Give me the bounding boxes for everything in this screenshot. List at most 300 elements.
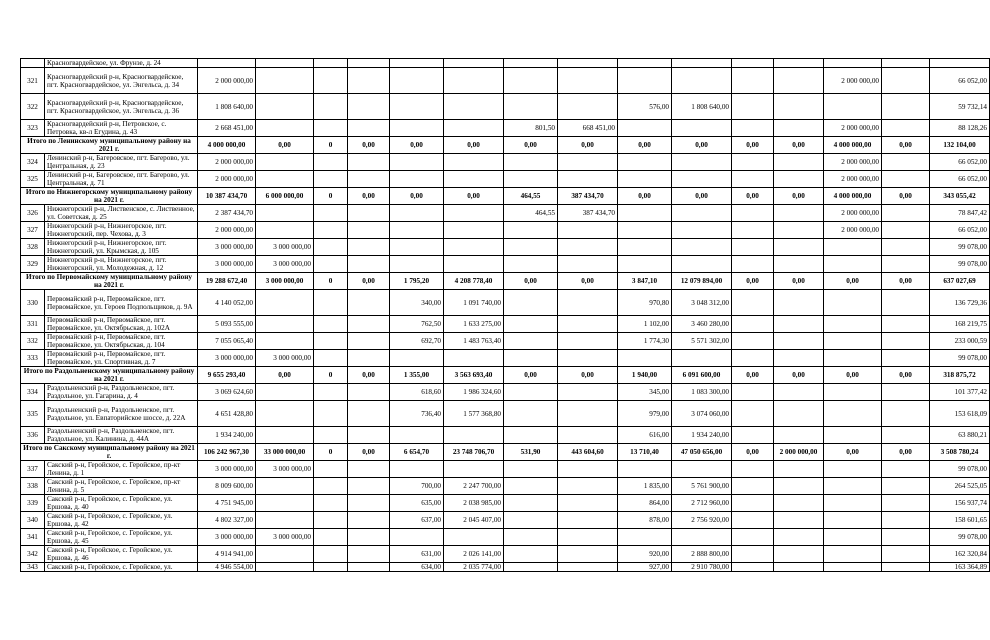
table-body: [21, 59, 990, 572]
value-cell: [558, 94, 618, 120]
value-cell: 3 563 693,40: [444, 367, 504, 384]
value-cell: [504, 563, 558, 572]
value-cell: 4 651 428,80: [198, 401, 256, 427]
value-cell: [774, 171, 824, 188]
value-cell: [882, 171, 930, 188]
value-cell: [504, 512, 558, 529]
value-cell: [314, 401, 348, 427]
value-cell: [348, 512, 390, 529]
value-cell: [444, 239, 504, 256]
value-cell: [256, 94, 314, 120]
value-cell: 0,00: [774, 367, 824, 384]
value-cell: [558, 384, 618, 401]
value-cell: 0,00: [256, 367, 314, 384]
value-cell: 66 052,00: [930, 68, 990, 94]
value-cell: 6 000 000,00: [256, 188, 314, 205]
value-cell: [824, 529, 882, 546]
value-cell: 1 934 240,00: [198, 427, 256, 444]
value-cell: 2 756 920,00: [672, 512, 732, 529]
value-cell: 340,00: [390, 290, 444, 316]
value-cell: [504, 316, 558, 333]
value-cell: [390, 256, 444, 273]
value-cell: [348, 256, 390, 273]
value-cell: [732, 154, 774, 171]
value-cell: [348, 427, 390, 444]
row-number: 323: [21, 120, 45, 137]
value-cell: 0,00: [774, 273, 824, 290]
value-cell: [824, 384, 882, 401]
value-cell: [504, 546, 558, 563]
value-cell: 4 140 052,00: [198, 290, 256, 316]
value-cell: [672, 222, 732, 239]
row-number: 326: [21, 205, 45, 222]
address-cell: Раздольненский р-н, Раздольненское, пгт. Раздольное, ул. Евпаторийское шоссе, д. 22А: [45, 401, 198, 427]
value-cell: 2 038 985,00: [444, 495, 504, 512]
address-cell: Красногвардейский р-н, Петровское, с. Петровка, кв-л Егудина, д. 43: [45, 120, 198, 137]
value-cell: [444, 205, 504, 222]
table-row: [21, 290, 990, 316]
value-cell: [774, 384, 824, 401]
value-cell: 531,90: [504, 444, 558, 461]
value-cell: [314, 239, 348, 256]
value-cell: 0,00: [774, 137, 824, 154]
value-cell: [824, 546, 882, 563]
value-cell: [314, 563, 348, 572]
value-cell: 1 795,20: [390, 273, 444, 290]
value-cell: 0,00: [882, 137, 930, 154]
value-cell: 1 083 300,00: [672, 384, 732, 401]
value-cell: 0,00: [824, 273, 882, 290]
table-row: [21, 350, 990, 367]
value-cell: 464,55: [504, 205, 558, 222]
value-cell: [390, 120, 444, 137]
value-cell: 0,00: [348, 273, 390, 290]
value-cell: 162 320,84: [930, 546, 990, 563]
value-cell: [348, 495, 390, 512]
value-cell: [732, 461, 774, 478]
value-cell: [444, 529, 504, 546]
value-cell: [256, 59, 314, 68]
value-cell: [774, 401, 824, 427]
value-cell: [558, 68, 618, 94]
value-cell: [348, 546, 390, 563]
value-cell: [882, 495, 930, 512]
value-cell: [256, 546, 314, 563]
address-cell: Ленинский р-н, Багеровское, пгт. Багерово, ул. Центральная, д. 71: [45, 171, 198, 188]
value-cell: [314, 120, 348, 137]
value-cell: [444, 350, 504, 367]
value-cell: [824, 495, 882, 512]
value-cell: [882, 529, 930, 546]
value-cell: [618, 461, 672, 478]
value-cell: 2 387 434,70: [198, 205, 256, 222]
value-cell: [558, 495, 618, 512]
value-cell: [558, 222, 618, 239]
value-cell: 0,00: [882, 367, 930, 384]
value-cell: 1 940,00: [618, 367, 672, 384]
value-cell: 5 571 302,00: [672, 333, 732, 350]
value-cell: [314, 290, 348, 316]
value-cell: 443 604,60: [558, 444, 618, 461]
value-cell: [504, 427, 558, 444]
value-cell: [672, 68, 732, 94]
value-cell: 0: [314, 367, 348, 384]
value-cell: [672, 256, 732, 273]
value-cell: 979,00: [618, 401, 672, 427]
value-cell: [824, 401, 882, 427]
value-cell: 19 288 672,40: [198, 273, 256, 290]
row-number: 331: [21, 316, 45, 333]
value-cell: 0,00: [558, 273, 618, 290]
value-cell: 8 009 600,00: [198, 478, 256, 495]
table-row: [21, 478, 990, 495]
value-cell: [504, 94, 558, 120]
value-cell: [732, 205, 774, 222]
value-cell: [732, 59, 774, 68]
value-cell: [882, 154, 930, 171]
value-cell: [618, 68, 672, 94]
value-cell: 343 055,42: [930, 188, 990, 205]
value-cell: [774, 427, 824, 444]
table-row: [21, 529, 990, 546]
table-row: [21, 401, 990, 427]
value-cell: 168 219,75: [930, 316, 990, 333]
value-cell: [390, 205, 444, 222]
value-cell: 864,00: [618, 495, 672, 512]
value-cell: [444, 256, 504, 273]
value-cell: [256, 495, 314, 512]
value-cell: [824, 59, 882, 68]
value-cell: 66 052,00: [930, 222, 990, 239]
value-cell: [504, 350, 558, 367]
value-cell: [558, 59, 618, 68]
address-cell: Первомайский р-н, Первомайское, пгт. Первомайское, ул. Героев Подпольщиков, д. 9А: [45, 290, 198, 316]
value-cell: 0: [314, 444, 348, 461]
address-cell: Сакский р-н, Геройское, с. Геройское, ул. Ершова, д. 45: [45, 529, 198, 546]
value-cell: [314, 59, 348, 68]
value-cell: [390, 154, 444, 171]
value-cell: 0,00: [732, 444, 774, 461]
row-number: 336: [21, 427, 45, 444]
value-cell: [444, 427, 504, 444]
value-cell: [390, 350, 444, 367]
value-cell: 1 091 740,00: [444, 290, 504, 316]
value-cell: [618, 350, 672, 367]
value-cell: 153 618,09: [930, 401, 990, 427]
value-cell: [774, 154, 824, 171]
value-cell: [882, 256, 930, 273]
value-cell: 0,00: [672, 188, 732, 205]
value-cell: 1 808 640,00: [672, 94, 732, 120]
value-cell: 0,00: [348, 367, 390, 384]
table-row: [21, 59, 990, 68]
value-cell: [314, 427, 348, 444]
value-cell: [882, 94, 930, 120]
value-cell: [824, 563, 882, 572]
value-cell: 0: [314, 273, 348, 290]
table-row: [21, 222, 990, 239]
value-cell: [618, 205, 672, 222]
value-cell: [558, 290, 618, 316]
address-cell: Раздольненский р-н, Раздольненское, пгт. Раздольное, ул. Гагарина, д. 4: [45, 384, 198, 401]
value-cell: [504, 59, 558, 68]
row-number: 337: [21, 461, 45, 478]
value-cell: 3 000 000,00: [256, 529, 314, 546]
value-cell: 33 000 000,00: [256, 444, 314, 461]
value-cell: 158 601,65: [930, 512, 990, 529]
value-cell: [256, 401, 314, 427]
row-number: 339: [21, 495, 45, 512]
value-cell: [390, 239, 444, 256]
value-cell: [348, 401, 390, 427]
value-cell: 0,00: [558, 137, 618, 154]
value-cell: [732, 333, 774, 350]
value-cell: [348, 333, 390, 350]
total-label: Итого по Ленинскому муниципальному району на 2021 г.: [21, 137, 198, 154]
value-cell: [882, 512, 930, 529]
row-number: 334: [21, 384, 45, 401]
value-cell: 2 000 000,00: [824, 222, 882, 239]
value-cell: 0,00: [618, 137, 672, 154]
table-row: [21, 546, 990, 563]
value-cell: [348, 94, 390, 120]
value-cell: [444, 94, 504, 120]
value-cell: 0,00: [774, 188, 824, 205]
row-number: 322: [21, 94, 45, 120]
value-cell: 0,00: [824, 367, 882, 384]
value-cell: [314, 205, 348, 222]
value-cell: [732, 222, 774, 239]
value-cell: [618, 239, 672, 256]
table-row: [21, 239, 990, 256]
row-number: 330: [21, 290, 45, 316]
value-cell: 635,00: [390, 495, 444, 512]
value-cell: 3 000 000,00: [256, 461, 314, 478]
row-number: 333: [21, 350, 45, 367]
row-number: 335: [21, 401, 45, 427]
value-cell: [618, 120, 672, 137]
value-cell: [774, 68, 824, 94]
value-cell: 9 655 293,40: [198, 367, 256, 384]
row-number: 325: [21, 171, 45, 188]
address-cell: Нижнегорский р-н, Нижнегорское, пгт. Нижнегорский, ул. Молодежная, д. 12: [45, 256, 198, 273]
value-cell: [558, 316, 618, 333]
value-cell: 1 835,00: [618, 478, 672, 495]
value-cell: 631,00: [390, 546, 444, 563]
value-cell: [824, 256, 882, 273]
value-cell: [732, 120, 774, 137]
value-cell: [390, 529, 444, 546]
value-cell: [504, 154, 558, 171]
value-cell: [314, 512, 348, 529]
table-row: [21, 333, 990, 350]
value-cell: [314, 171, 348, 188]
value-cell: 4 946 554,00: [198, 563, 256, 572]
value-cell: [348, 59, 390, 68]
value-cell: [348, 461, 390, 478]
value-cell: 0,00: [504, 273, 558, 290]
district-total-row: [21, 273, 990, 290]
value-cell: [348, 316, 390, 333]
value-cell: [882, 120, 930, 137]
value-cell: 2 000 000,00: [774, 444, 824, 461]
table-row: [21, 154, 990, 171]
value-cell: 106 242 967,30: [198, 444, 256, 461]
value-cell: 2 035 774,00: [444, 563, 504, 572]
value-cell: [348, 290, 390, 316]
value-cell: [444, 171, 504, 188]
value-cell: 318 875,72: [930, 367, 990, 384]
value-cell: [504, 171, 558, 188]
value-cell: [732, 495, 774, 512]
value-cell: 1 986 324,60: [444, 384, 504, 401]
value-cell: [390, 94, 444, 120]
value-cell: 464,55: [504, 188, 558, 205]
value-cell: [774, 546, 824, 563]
value-cell: [558, 529, 618, 546]
value-cell: 156 937,74: [930, 495, 990, 512]
value-cell: 3 508 780,24: [930, 444, 990, 461]
value-cell: 99 078,00: [930, 256, 990, 273]
value-cell: [732, 478, 774, 495]
value-cell: 2 000 000,00: [824, 205, 882, 222]
row-number: [21, 59, 45, 68]
table-row: [21, 171, 990, 188]
value-cell: [774, 120, 824, 137]
value-cell: [348, 68, 390, 94]
value-cell: [824, 333, 882, 350]
value-cell: 0,00: [732, 367, 774, 384]
value-cell: 878,00: [618, 512, 672, 529]
value-cell: [348, 350, 390, 367]
value-cell: [882, 546, 930, 563]
value-cell: [930, 59, 990, 68]
value-cell: [256, 171, 314, 188]
value-cell: 163 364,89: [930, 563, 990, 572]
value-cell: [774, 222, 824, 239]
value-cell: [390, 68, 444, 94]
value-cell: 2 026 141,00: [444, 546, 504, 563]
value-cell: 0,00: [444, 137, 504, 154]
value-cell: 0,00: [882, 188, 930, 205]
value-cell: 1 934 240,00: [672, 427, 732, 444]
value-cell: [504, 239, 558, 256]
value-cell: 136 729,36: [930, 290, 990, 316]
value-cell: [348, 205, 390, 222]
value-cell: [732, 384, 774, 401]
value-cell: 0,00: [672, 137, 732, 154]
value-cell: 99 078,00: [930, 529, 990, 546]
value-cell: [314, 94, 348, 120]
value-cell: 2 888 800,00: [672, 546, 732, 563]
value-cell: 63 880,21: [930, 427, 990, 444]
value-cell: [882, 478, 930, 495]
value-cell: [558, 350, 618, 367]
value-cell: [198, 59, 256, 68]
value-cell: [558, 427, 618, 444]
value-cell: 2 000 000,00: [198, 68, 256, 94]
value-cell: [732, 427, 774, 444]
value-cell: 99 078,00: [930, 350, 990, 367]
value-cell: 2 000 000,00: [824, 154, 882, 171]
value-cell: [314, 222, 348, 239]
value-cell: [256, 333, 314, 350]
value-cell: 2 247 700,00: [444, 478, 504, 495]
value-cell: [348, 222, 390, 239]
district-total-row: [21, 444, 990, 461]
table-row: [21, 68, 990, 94]
value-cell: 920,00: [618, 546, 672, 563]
value-cell: 637 027,69: [930, 273, 990, 290]
value-cell: 78 847,42: [930, 205, 990, 222]
value-cell: [824, 427, 882, 444]
district-total-row: [21, 137, 990, 154]
value-cell: [672, 205, 732, 222]
value-cell: 637,00: [390, 512, 444, 529]
value-cell: [314, 316, 348, 333]
address-cell: Ленинский р-н, Багеровское, пгт. Багерово, ул. Центральная, д. 23: [45, 154, 198, 171]
value-cell: 0: [314, 188, 348, 205]
value-cell: 2 045 407,00: [444, 512, 504, 529]
value-cell: [504, 333, 558, 350]
value-cell: 801,50: [504, 120, 558, 137]
value-cell: [732, 546, 774, 563]
value-cell: [774, 290, 824, 316]
value-cell: [882, 205, 930, 222]
value-cell: 101 377,42: [930, 384, 990, 401]
value-cell: 233 000,59: [930, 333, 990, 350]
value-cell: 264 525,05: [930, 478, 990, 495]
table-row: [21, 256, 990, 273]
value-cell: 7 055 065,40: [198, 333, 256, 350]
value-cell: [256, 316, 314, 333]
value-cell: [732, 563, 774, 572]
total-label: Итого по Сакскому муниципальному району на 2021 г.: [21, 444, 198, 461]
value-cell: [672, 171, 732, 188]
value-cell: [774, 333, 824, 350]
value-cell: [314, 495, 348, 512]
value-cell: [256, 290, 314, 316]
value-cell: [444, 222, 504, 239]
value-cell: 618,60: [390, 384, 444, 401]
value-cell: [348, 171, 390, 188]
value-cell: [558, 239, 618, 256]
value-cell: [882, 384, 930, 401]
value-cell: [256, 154, 314, 171]
value-cell: [672, 120, 732, 137]
value-cell: [390, 427, 444, 444]
row-number: 328: [21, 239, 45, 256]
address-cell: Сакский р-н, Геройское, с. Геройское, пр-кт Ленина, д. 5: [45, 478, 198, 495]
value-cell: [672, 59, 732, 68]
value-cell: 668 451,00: [558, 120, 618, 137]
value-cell: 13 710,40: [618, 444, 672, 461]
row-number: 327: [21, 222, 45, 239]
row-number: 324: [21, 154, 45, 171]
value-cell: 1 633 275,00: [444, 316, 504, 333]
value-cell: [558, 461, 618, 478]
value-cell: [504, 461, 558, 478]
value-cell: [824, 239, 882, 256]
value-cell: 1 355,00: [390, 367, 444, 384]
value-cell: 3 000 000,00: [256, 256, 314, 273]
district-total-row: [21, 188, 990, 205]
value-cell: [824, 290, 882, 316]
value-cell: 3 000 000,00: [256, 273, 314, 290]
value-cell: 736,40: [390, 401, 444, 427]
value-cell: 2 000 000,00: [198, 154, 256, 171]
value-cell: [882, 333, 930, 350]
